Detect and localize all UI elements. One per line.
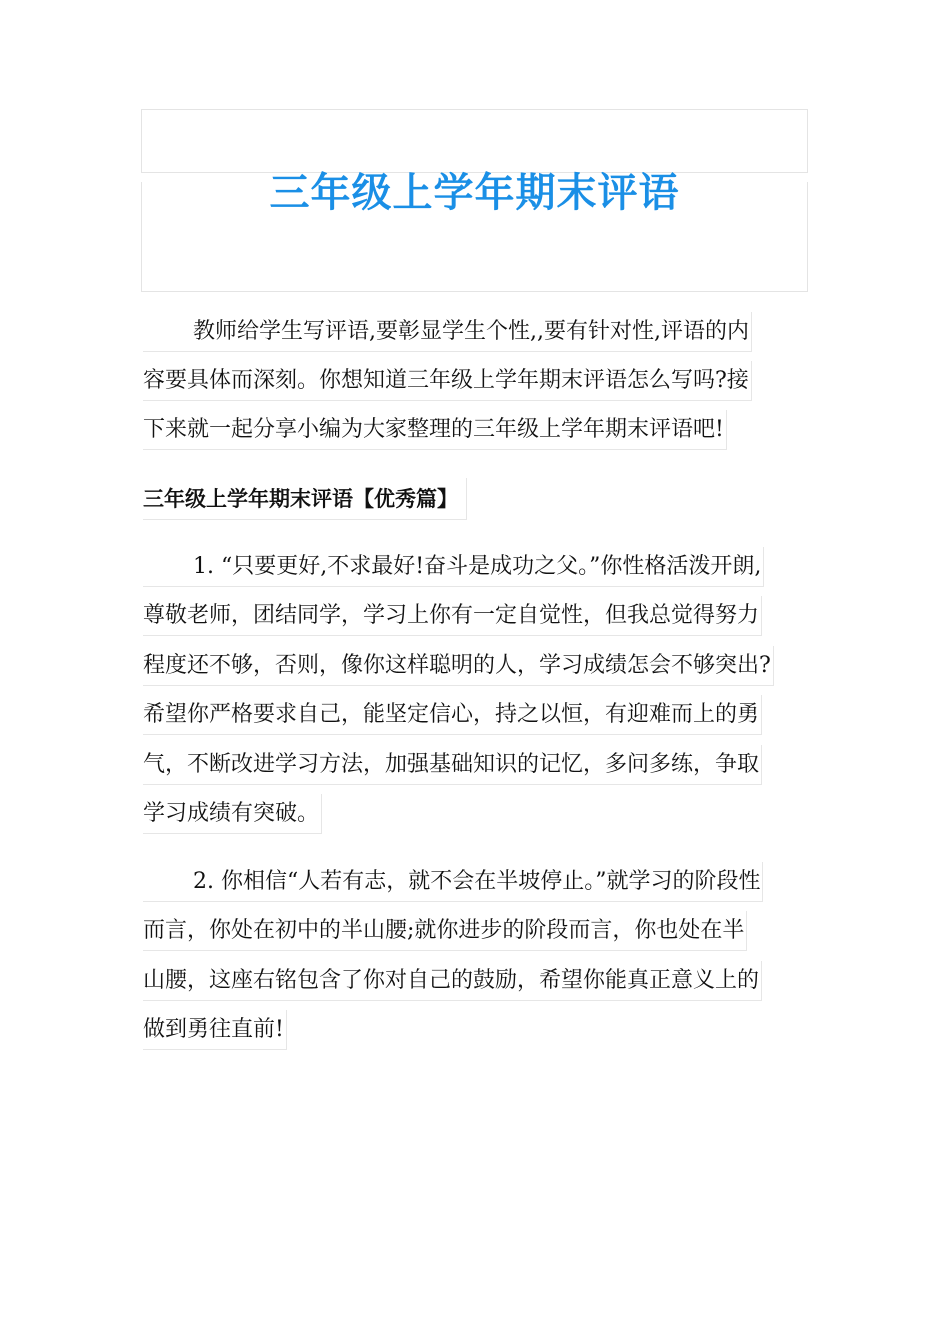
- item1-line: 1. “只要更好,不求最好!奋斗是成功之父。”你性格活泼开朗,: [143, 547, 764, 587]
- intro-line: 下来就一起分享小编为大家整理的三年级上学年期末评语吧!: [143, 410, 727, 450]
- intro-line: 教师给学生写评语,要彰显学生个性,,要有针对性,评语的内: [143, 312, 752, 352]
- item2-line: 做到勇往直前!: [143, 1010, 287, 1050]
- item1-line: 尊敬老师，团结同学，学习上你有一定自觉性，但我总觉得努力: [143, 596, 762, 636]
- item1-line: 气，不断改进学习方法，加强基础知识的记忆，多问多练，争取: [143, 745, 762, 785]
- section-heading: 三年级上学年期末评语【优秀篇】: [143, 478, 467, 520]
- item2-line: 2. 你相信“人若有志，就不会在半坡停止。”就学习的阶段性: [143, 862, 763, 902]
- item2-line: 而言，你处在初中的半山腰;就你进步的阶段而言，你也处在半: [143, 911, 747, 951]
- intro-line: 容要具体而深刻。你想知道三年级上学年期末评语怎么写吗?接: [143, 361, 752, 401]
- item2-line: 山腰，这座右铭包含了你对自己的鼓励，希望你能真正意义上的: [143, 961, 762, 1001]
- document-title: 三年级上学年期末评语: [269, 170, 680, 216]
- item1-line: 程度还不够，否则，像你这样聪明的人，学习成绩怎会不够突出?: [143, 646, 774, 686]
- item1-line: 学习成绩有突破。: [143, 794, 322, 834]
- item1-line: 希望你严格要求自己，能坚定信心，持之以恒，有迎难而上的勇: [143, 695, 762, 735]
